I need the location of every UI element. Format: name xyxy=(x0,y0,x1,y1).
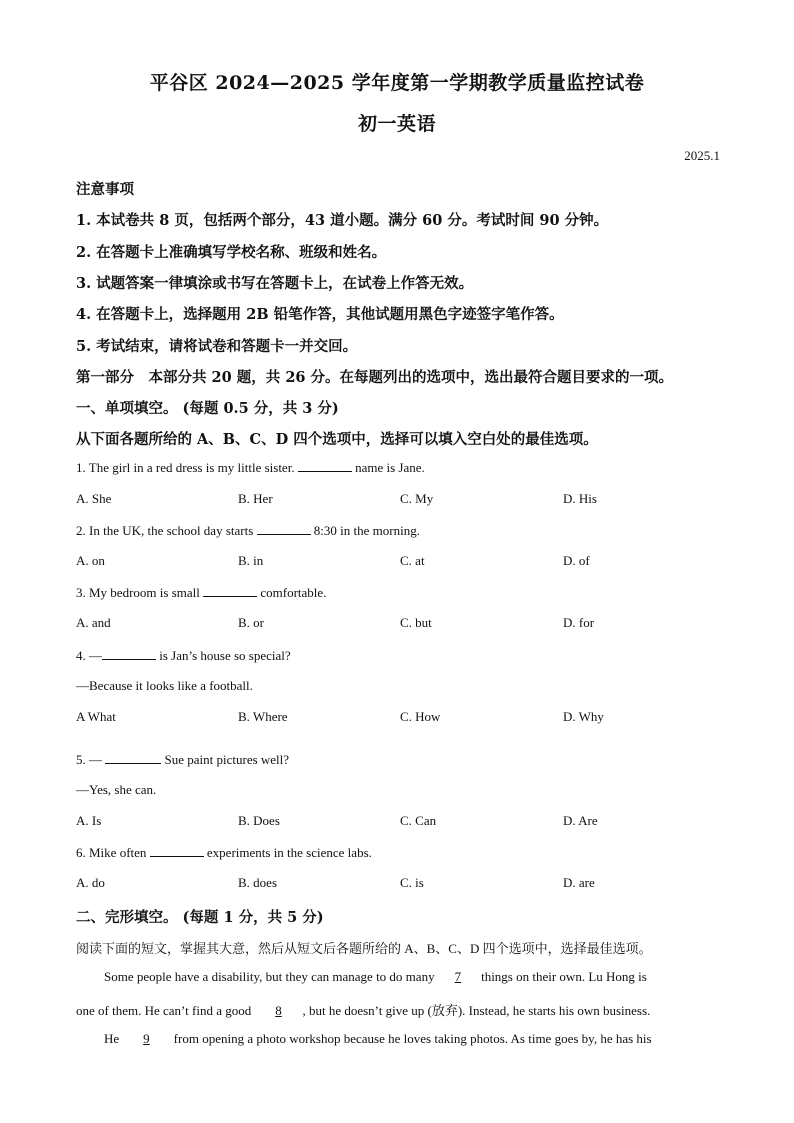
option-d: D. are xyxy=(563,875,595,890)
answer-blank xyxy=(257,522,311,535)
option-a: A. do xyxy=(76,875,105,890)
cloze-blank-8: 8 xyxy=(275,1003,282,1018)
exam-subtitle: 初一英语 xyxy=(357,113,436,135)
option-a: A. She xyxy=(76,491,112,506)
option-d: D. Are xyxy=(563,813,598,828)
option-b: B. does xyxy=(238,875,277,890)
question-text: comfortable. xyxy=(257,585,327,600)
passage-text: one of them. He can’t find a good xyxy=(76,1003,255,1018)
passage-text: from opening a photo workshop because he loves taking photos. As time goes by, he has his xyxy=(170,1031,652,1046)
option-c: C. at xyxy=(400,553,425,568)
option-a: A. Is xyxy=(76,813,102,828)
question-3 xyxy=(76,584,326,601)
option-c: C. but xyxy=(400,615,432,630)
section1-instruction: 从下面各题所给的 A、B、C、D 四个选项中，选择可以填入空白处的最佳选项。 xyxy=(76,431,598,448)
passage-text: , but he doesn’t give up (放弃). Instead, he starts his own business. xyxy=(302,1003,651,1018)
passage-text: things on their own. Lu Hong is xyxy=(477,969,647,984)
option-d: D. His xyxy=(563,491,597,506)
question-text: 3. My bedroom is small xyxy=(76,585,204,600)
answer-blank xyxy=(102,647,156,660)
notice-item: 1. 本试卷共 8 页，包括两个部分，43 道小题。满分 60 分。考试时间 90 分钟。 xyxy=(76,212,609,229)
question-text: name is Jane. xyxy=(351,460,425,475)
option-a: A. and xyxy=(76,615,111,630)
part1-intro: 第一部分 本部分共 20 题，共 26 分。在每题列出的选项中，选出最符合题目要求的一项。 xyxy=(76,369,674,386)
answer-blank xyxy=(298,459,352,472)
option-c: C. My xyxy=(400,491,434,506)
passage-line xyxy=(104,1031,652,1047)
question-4 xyxy=(76,647,291,664)
option-d: D. for xyxy=(563,615,595,630)
notice-heading: 注意事项 xyxy=(76,181,134,198)
question-5 xyxy=(76,751,289,768)
question-4-reply: —Because it looks like a football. xyxy=(76,678,253,693)
question-text: 8:30 in the morning. xyxy=(310,523,420,538)
notice-item: 2. 在答题卡上准确填写学校名称、班级和姓名。 xyxy=(76,244,387,261)
cloze-blank-9: 9 xyxy=(143,1031,150,1046)
exam-title: 平谷区 2024—2025 学年度第一学期教学质量监控试卷 xyxy=(149,72,645,94)
passage-text: Some people have a disability, but they can manage to do many xyxy=(104,969,438,984)
question-text: Sue paint pictures well? xyxy=(161,752,290,767)
passage-text: He xyxy=(104,1031,123,1046)
option-b: B. in xyxy=(238,553,264,568)
question-6 xyxy=(76,844,372,861)
answer-blank xyxy=(203,584,257,597)
passage-line xyxy=(104,969,647,985)
question-text: 4. — xyxy=(76,648,102,663)
option-a: A What xyxy=(76,709,116,724)
option-c: C. How xyxy=(400,709,441,724)
section2-title: 二、完形填空。 (每题 1 分，共 5 分) xyxy=(76,909,324,926)
question-text: 5. — xyxy=(76,752,106,767)
option-b: B. Her xyxy=(238,491,273,506)
question-text: 2. In the UK, the school day starts xyxy=(76,523,257,538)
question-5-reply: —Yes, she can. xyxy=(76,782,157,797)
notice-item: 3. 试题答案一律填涂或书写在答题卡上，在试卷上作答无效。 xyxy=(76,275,474,292)
option-b: B. Where xyxy=(238,709,288,724)
question-text: is Jan’s house so special? xyxy=(156,648,291,663)
answer-blank xyxy=(105,751,161,764)
notice-item: 4. 在答题卡上，选择题用 2B 铅笔作答，其他试题用黑色字迹签字笔作答。 xyxy=(76,306,564,323)
option-d: D. Why xyxy=(563,709,604,724)
question-1 xyxy=(76,459,425,476)
section2-instruction: 阅读下面的短文，掌握其大意，然后从短文后各题所给的 A、B、C、D 四个选项中，选择最佳选项。 xyxy=(76,941,652,956)
section1-title: 一、单项填空。 (每题 0.5 分，共 3 分) xyxy=(76,400,339,417)
option-d: D. of xyxy=(563,553,590,568)
option-c: C. is xyxy=(400,875,424,890)
exam-date: 2025.1 xyxy=(684,148,720,163)
question-text: experiments in the science labs. xyxy=(203,845,372,860)
question-2 xyxy=(76,522,420,539)
option-b: B. or xyxy=(238,615,264,630)
passage-line xyxy=(76,1000,650,1019)
question-text: 1. The girl in a red dress is my little sister. xyxy=(76,460,298,475)
option-b: B. Does xyxy=(238,813,280,828)
notice-item: 5. 考试结束，请将试卷和答题卡一并交回。 xyxy=(76,338,358,355)
question-text: 6. Mike often xyxy=(76,845,150,860)
cloze-blank-7: 7 xyxy=(454,969,462,984)
answer-blank xyxy=(150,844,204,857)
option-c: C. Can xyxy=(400,813,437,828)
option-a: A. on xyxy=(76,553,105,568)
